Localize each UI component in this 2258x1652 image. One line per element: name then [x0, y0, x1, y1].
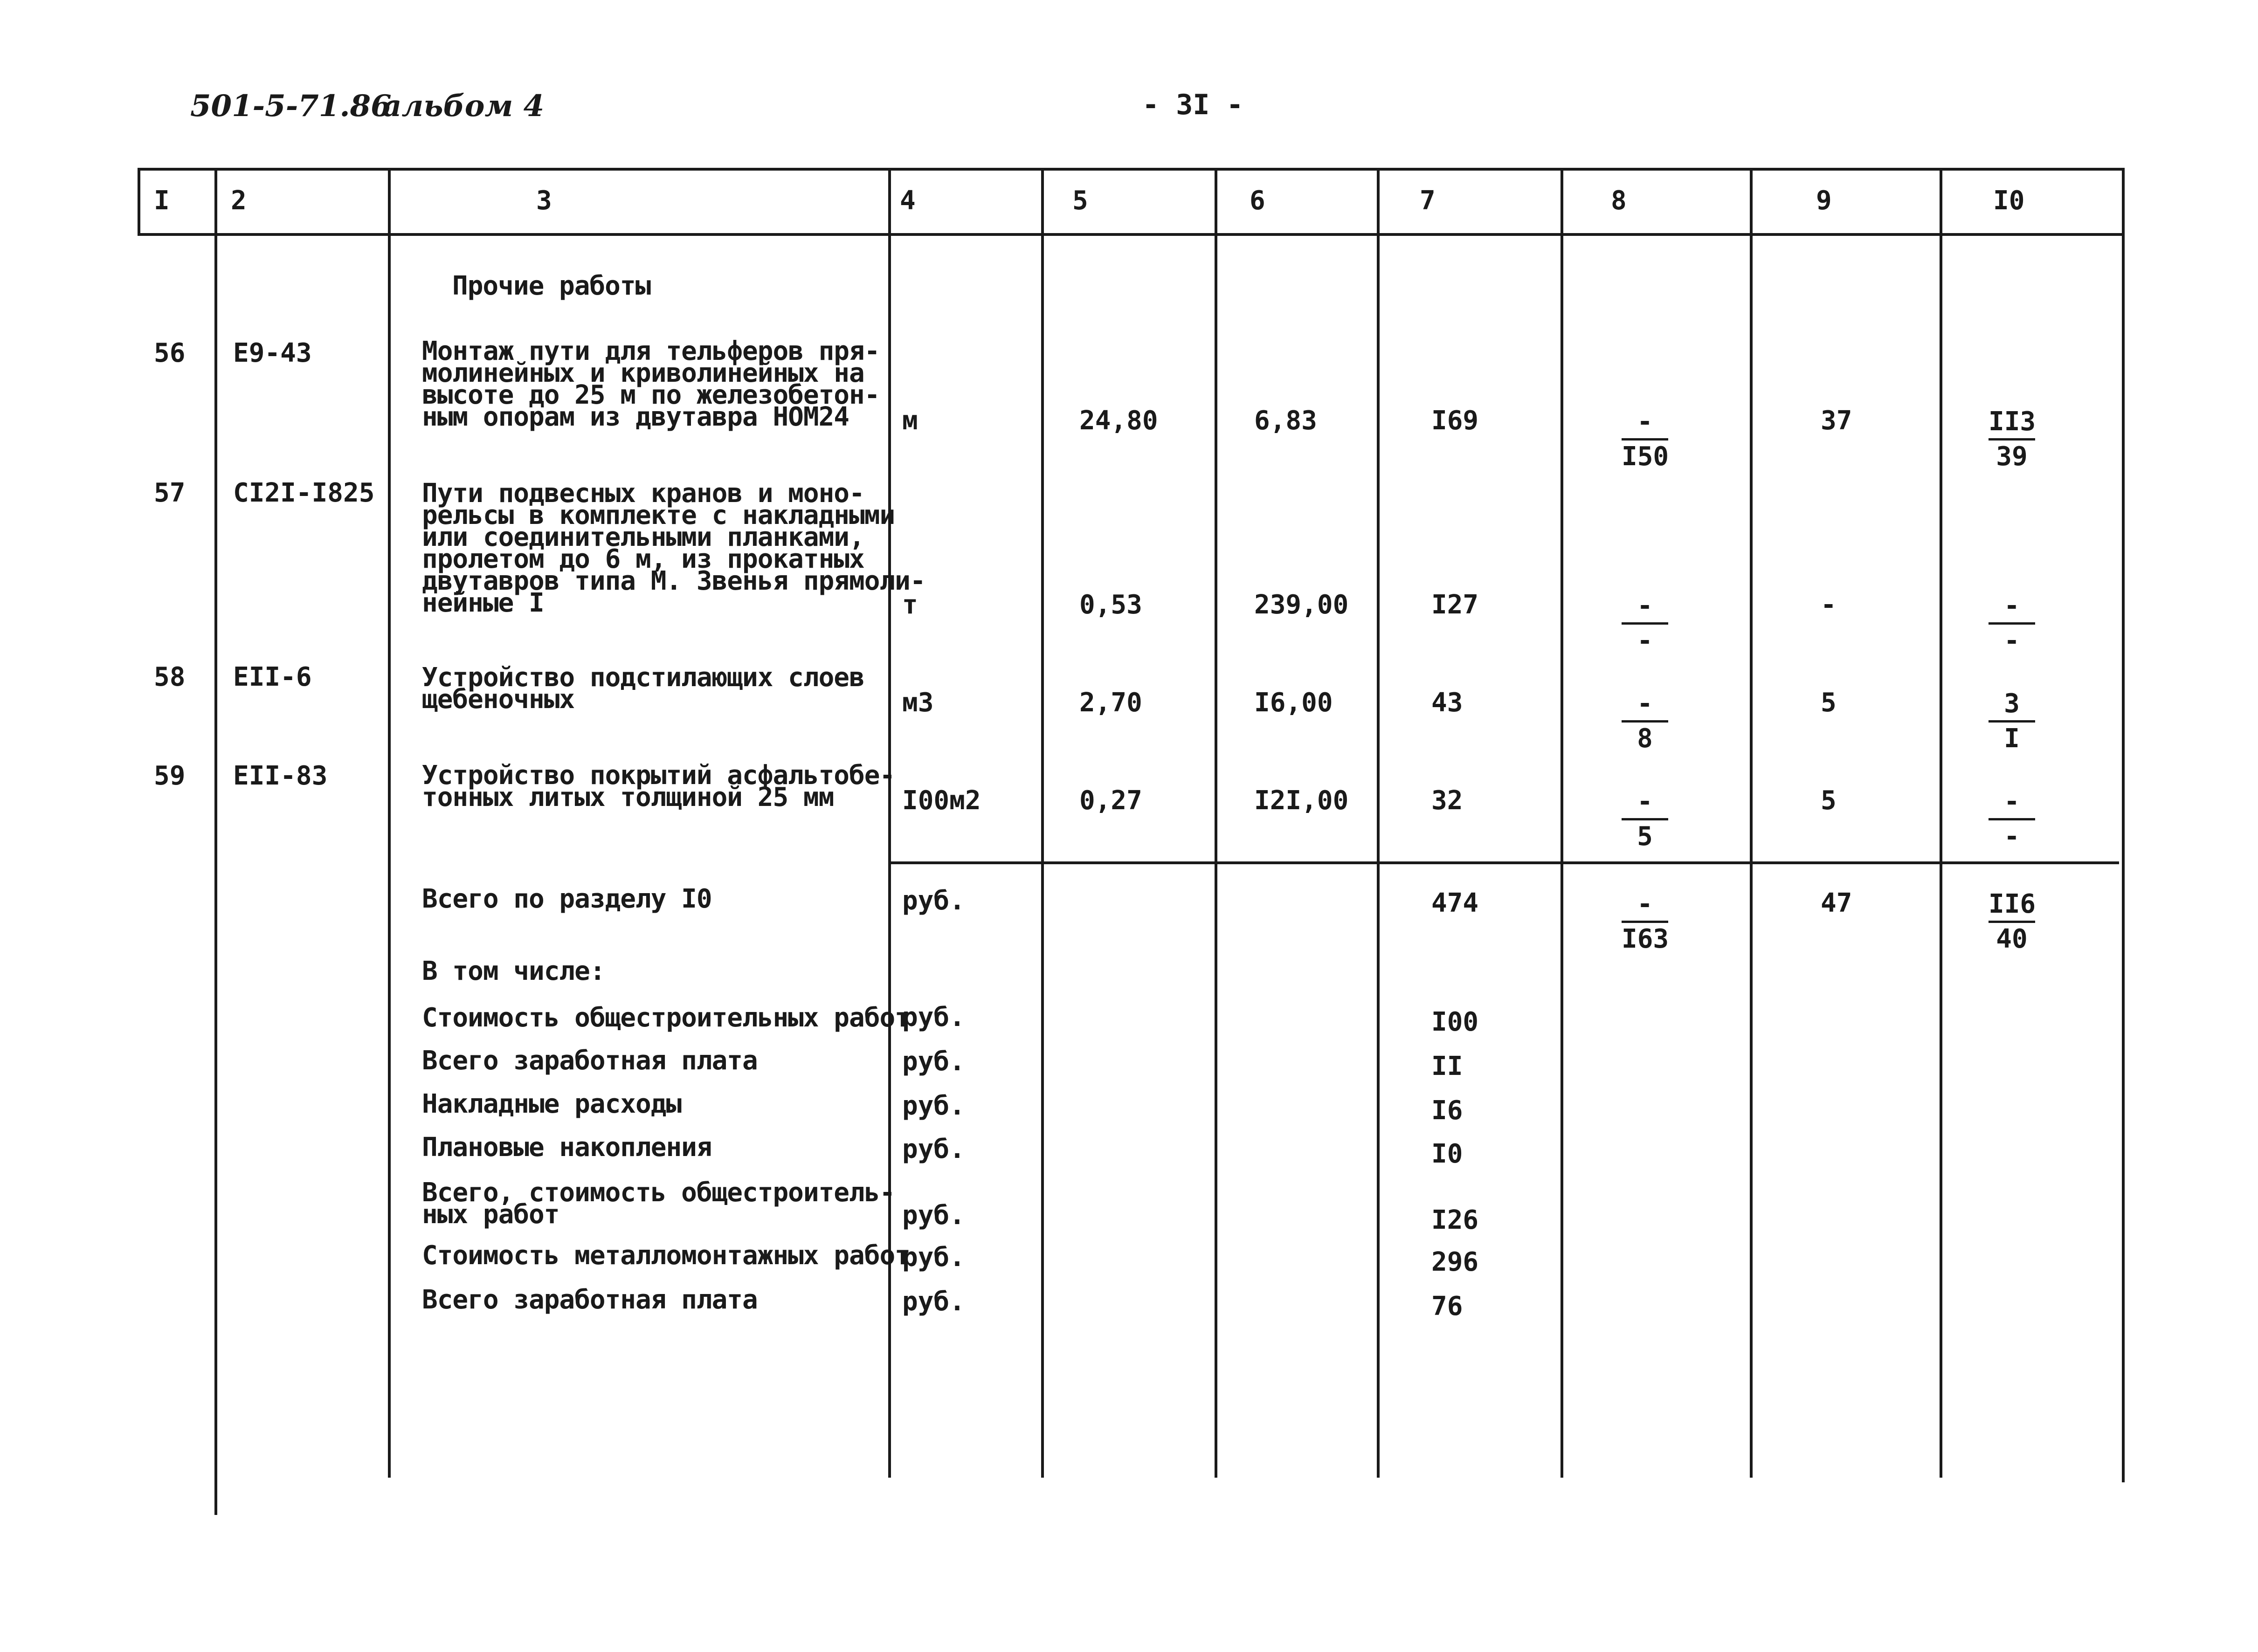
page-number: - 3I - — [1142, 89, 1243, 121]
column-header: 9 — [1816, 186, 1832, 216]
row-col9: 5 — [1821, 688, 1837, 718]
album-label: альбом 4 — [382, 89, 545, 124]
row-col9: 5 — [1821, 785, 1837, 816]
row-col8-fraction: - 5 — [1622, 785, 1668, 853]
row-total: 43 — [1431, 688, 1463, 718]
row-total: 32 — [1431, 785, 1463, 816]
summary-line-unit: руб. — [902, 1242, 965, 1273]
row-col8-fraction: - I50 — [1622, 406, 1669, 472]
summary-line-label: Всего, стоимость общестроитель- ных работ — [422, 1177, 895, 1230]
summary-line-unit: руб. — [902, 1002, 965, 1032]
summary-line-value: 76 — [1431, 1291, 1463, 1322]
row-col10-fraction: - - — [1989, 590, 2035, 657]
row-unit: т — [902, 590, 918, 620]
summary-line-label: Накладные расходы — [422, 1089, 682, 1119]
column-header: 2 — [231, 186, 247, 216]
total-value: 474 — [1431, 888, 1479, 918]
row-description: Монтаж пути для тельферов пря- молинейных и криволинейных на высоте до 25 м по железобетон- ным опорам из двутавра НОМ24 — [422, 336, 880, 432]
row-unit: м — [902, 406, 918, 436]
row-total: I27 — [1431, 590, 1479, 620]
row-col10-fraction: $\frac{II3}{39}$ — [1989, 406, 2036, 472]
including-label: В том числе: — [422, 956, 605, 986]
total-label: Всего по разделу I0 — [422, 884, 712, 914]
summary-line-unit: руб. — [902, 1134, 965, 1164]
summary-line-unit: руб. — [902, 1046, 965, 1077]
column-header: I — [154, 186, 170, 216]
row-unit-price: 6,83 — [1254, 406, 1317, 436]
total-unit: руб. — [902, 886, 965, 916]
row-number: 59 — [154, 761, 186, 791]
row-unit: м3 — [902, 688, 934, 718]
column-header: 5 — [1072, 186, 1088, 216]
summary-line-unit: руб. — [902, 1091, 965, 1121]
row-code: E9-43 — [233, 338, 312, 368]
row-description: Устройство покрытий асфальтобе- тонных литых толщиной 25 мм — [422, 760, 895, 812]
total-col8-fraction: - I63 — [1622, 889, 1669, 954]
summary-line-label: Стоимость общестроительных работ — [422, 1003, 910, 1033]
total-col9: 47 — [1821, 888, 1852, 918]
row-description: Устройство подстилающих слоев щебеночных — [422, 662, 864, 715]
summary-line-value: I0 — [1431, 1139, 1463, 1169]
summary-line-value: I26 — [1431, 1205, 1479, 1235]
column-header: 3 — [536, 186, 552, 216]
summary-line-label: Стоимость металломонтажных работ — [422, 1240, 910, 1271]
row-code: EII-6 — [233, 662, 312, 692]
total-col10-fraction: $\frac{II6}{40}$ — [1989, 889, 2036, 954]
summary-line-value: I00 — [1431, 1007, 1479, 1037]
summary-line-value: 296 — [1431, 1247, 1479, 1277]
row-code: CI2I-I825 — [233, 478, 375, 508]
section-title: Прочие работы — [452, 271, 651, 301]
row-total: I69 — [1431, 406, 1479, 436]
column-header: 6 — [1250, 186, 1265, 216]
summary-line-value: I6 — [1431, 1095, 1463, 1126]
column-header: 8 — [1611, 186, 1627, 216]
summary-line-unit: руб. — [902, 1200, 965, 1231]
summary-line-label: Плановые накопления — [422, 1132, 712, 1163]
document-code: 501-5-71.86 — [190, 89, 392, 124]
row-number: 56 — [154, 338, 186, 368]
row-number: 57 — [154, 478, 186, 508]
row-col10-fraction: $\frac{3}{I}$ — [1989, 688, 2035, 755]
summary-line-value: II — [1431, 1051, 1463, 1081]
row-col9: 37 — [1821, 406, 1852, 436]
row-col10-fraction: - - — [1989, 785, 2035, 853]
row-quantity: 2,70 — [1079, 688, 1142, 718]
summary-line-label: Всего заработная плата — [422, 1046, 758, 1076]
row-col8-fraction: - 8 — [1622, 688, 1668, 755]
row-number: 58 — [154, 662, 186, 692]
row-col9: - — [1821, 590, 1837, 620]
row-quantity: 0,53 — [1079, 590, 1142, 620]
summary-line-label: Всего заработная плата — [422, 1285, 758, 1315]
column-header: 7 — [1420, 186, 1436, 216]
column-header: I0 — [1993, 186, 2025, 216]
row-quantity: 0,27 — [1079, 785, 1142, 816]
row-description: Пути подвесных кранов и моно- рельсы в комплекте с накладными или соединительными планками, пролетом до 6 м, из прокатных двутавров типа М. Звенья прямоли- нейные I — [422, 478, 925, 618]
row-code: EII-83 — [233, 761, 328, 791]
row-unit-price: I2I,00 — [1254, 785, 1349, 816]
column-header: 4 — [900, 186, 916, 216]
summary-line-unit: руб. — [902, 1287, 965, 1317]
row-col8-fraction: - - — [1622, 590, 1668, 657]
row-unit: I00м2 — [902, 785, 981, 816]
row-quantity: 24,80 — [1079, 406, 1158, 436]
row-unit-price: 239,00 — [1254, 590, 1349, 620]
row-unit-price: I6,00 — [1254, 688, 1333, 718]
